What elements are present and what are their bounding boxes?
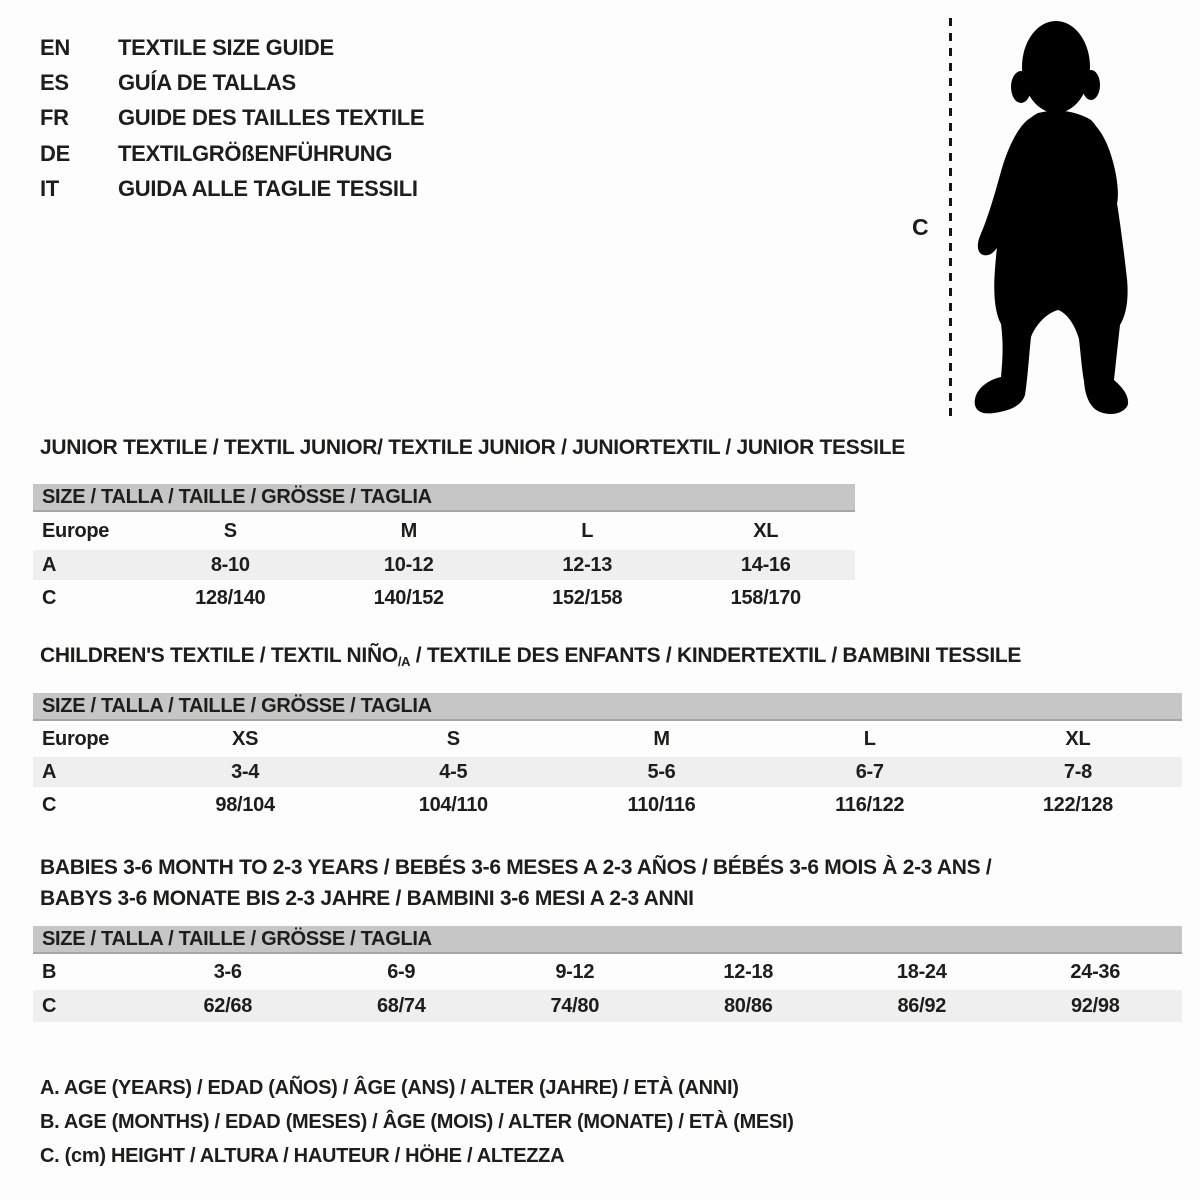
size-header-bar: SIZE / TALLA / TAILLE / GRÖSSE / TAGLIA: [33, 484, 855, 512]
size-header-bar: SIZE / TALLA / TAILLE / GRÖSSE / TAGLIA: [33, 926, 1182, 954]
value-cell: 8-10: [210, 553, 250, 576]
value-cell: 12-18: [723, 960, 774, 983]
value-cell: 10-12: [383, 553, 434, 576]
babies-title-line2: BABYS 3-6 MONATE BIS 2-3 JAHRE / BAMBINI 3-6 MESI A 2-3 ANNI: [40, 887, 694, 910]
height-measure-label: C: [912, 214, 929, 240]
size-cell: XL: [753, 519, 779, 542]
value-cell: 6-9: [387, 960, 416, 983]
language-title-list: [40, 30, 424, 207]
value-cell: 6-7: [855, 760, 884, 783]
table-row-height: [33, 580, 855, 616]
value-cell: 110/116: [627, 793, 696, 816]
legend-line-age-months: B. AGE (MONTHS) / EDAD (MESES) / ÂGE (MOIS) / ALTER (MONATE) / ETÀ (MESI): [40, 1110, 794, 1133]
value-cell: 104/110: [418, 793, 488, 816]
row-label: Europe: [42, 519, 110, 542]
row-label: B: [42, 960, 57, 983]
language-title: GUIDE DES TAILLES TEXTILE: [118, 105, 425, 131]
row-label: C: [42, 586, 57, 609]
height-measure-dashed-line: [949, 18, 952, 418]
language-code: EN: [40, 34, 70, 60]
children-title-prefix: CHILDREN'S TEXTILE / TEXTIL NIÑO: [40, 644, 398, 667]
value-cell: 98/104: [215, 793, 275, 816]
babies-section-title: [40, 852, 991, 914]
value-cell: 128/140: [195, 586, 266, 609]
size-cell: S: [223, 519, 237, 542]
value-cell: 7-8: [1063, 760, 1092, 783]
table-row-age: [33, 757, 1182, 787]
value-cell: 80/86: [723, 994, 773, 1017]
value-cell: 74/80: [550, 994, 600, 1017]
value-cell: 9-12: [555, 960, 595, 983]
language-code: FR: [40, 105, 69, 131]
children-title-suffix: / TEXTILE DES ENFANTS / KINDERTEXTIL / BAMBINI TESSILE: [410, 644, 1022, 667]
value-cell: 18-24: [896, 960, 947, 983]
children-title-subscript: /A: [397, 654, 411, 669]
size-cell: L: [581, 519, 594, 542]
size-cell: S: [446, 727, 460, 750]
value-cell: 14-16: [740, 553, 791, 576]
size-cell: M: [653, 727, 670, 750]
row-label: Europe: [42, 727, 110, 750]
language-code: IT: [40, 176, 59, 202]
value-cell: 86/92: [897, 994, 947, 1017]
value-cell: 5-6: [647, 760, 676, 783]
language-row: [40, 30, 424, 65]
junior-section-title: JUNIOR TEXTILE / TEXTIL JUNIOR/ TEXTILE JUNIOR / JUNIORTEXTIL / JUNIOR TESSILE: [40, 436, 905, 459]
language-title: TEXTILGRÖßENFÜHRUNG: [118, 140, 393, 166]
value-cell: 140/152: [373, 586, 444, 609]
measurement-legend: [40, 1071, 794, 1173]
value-cell: 92/98: [1070, 994, 1120, 1017]
table-row-months: [33, 954, 1182, 990]
language-row: [40, 101, 424, 136]
children-section-title: [40, 644, 1021, 668]
size-cell: M: [400, 519, 417, 542]
size-header-bar: SIZE / TALLA / TAILLE / GRÖSSE / TAGLIA: [33, 693, 1182, 721]
table-row-age: [33, 550, 855, 580]
value-cell: 3-4: [231, 760, 260, 783]
row-label: A: [42, 553, 57, 576]
legend-line-height: C. (cm) HEIGHT / ALTURA / HAUTEUR / HÖHE / ALTEZZA: [40, 1144, 565, 1167]
babies-title-line1: BABIES 3-6 MONTH TO 2-3 YEARS / BEBÉS 3-6 MESES A 2-3 AÑOS / BÉBÉS 3-6 MOIS À 2-3 ANS /: [40, 856, 992, 879]
table-row-region: [33, 721, 1182, 757]
children-size-table: [33, 693, 1182, 823]
value-cell: 158/170: [730, 586, 801, 609]
language-row: [40, 65, 424, 100]
size-cell: XS: [232, 727, 259, 750]
table-row-region: [33, 512, 855, 550]
value-cell: 122/128: [1042, 793, 1114, 816]
language-title: GUIDA ALLE TAGLIE TESSILI: [118, 176, 418, 202]
junior-size-table: [33, 484, 855, 616]
value-cell: 68/74: [376, 994, 426, 1017]
value-cell: 152/158: [552, 586, 623, 609]
row-label: A: [42, 760, 57, 783]
value-cell: 3-6: [213, 960, 242, 983]
language-code: DE: [40, 140, 70, 166]
value-cell: 116/122: [835, 793, 905, 816]
value-cell: 4-5: [439, 760, 468, 783]
language-row: [40, 172, 424, 207]
row-label: C: [42, 793, 57, 816]
toddler-silhouette-icon: [968, 16, 1138, 418]
size-cell: XL: [1065, 727, 1091, 750]
language-title: TEXTILE SIZE GUIDE: [118, 34, 334, 60]
value-cell: 12-13: [562, 553, 613, 576]
table-row-height: [33, 787, 1182, 823]
language-row: [40, 136, 424, 171]
size-cell: L: [863, 727, 876, 750]
row-label: C: [42, 994, 57, 1017]
value-cell: 62/68: [203, 994, 253, 1017]
language-code: ES: [40, 70, 69, 96]
language-title: GUÍA DE TALLAS: [118, 70, 296, 96]
table-row-height: [33, 990, 1182, 1022]
value-cell: 24-36: [1070, 960, 1121, 983]
babies-size-table: [33, 926, 1182, 1022]
legend-line-age-years: A. AGE (YEARS) / EDAD (AÑOS) / ÂGE (ANS) / ALTER (JAHRE) / ETÀ (ANNI): [40, 1076, 739, 1099]
